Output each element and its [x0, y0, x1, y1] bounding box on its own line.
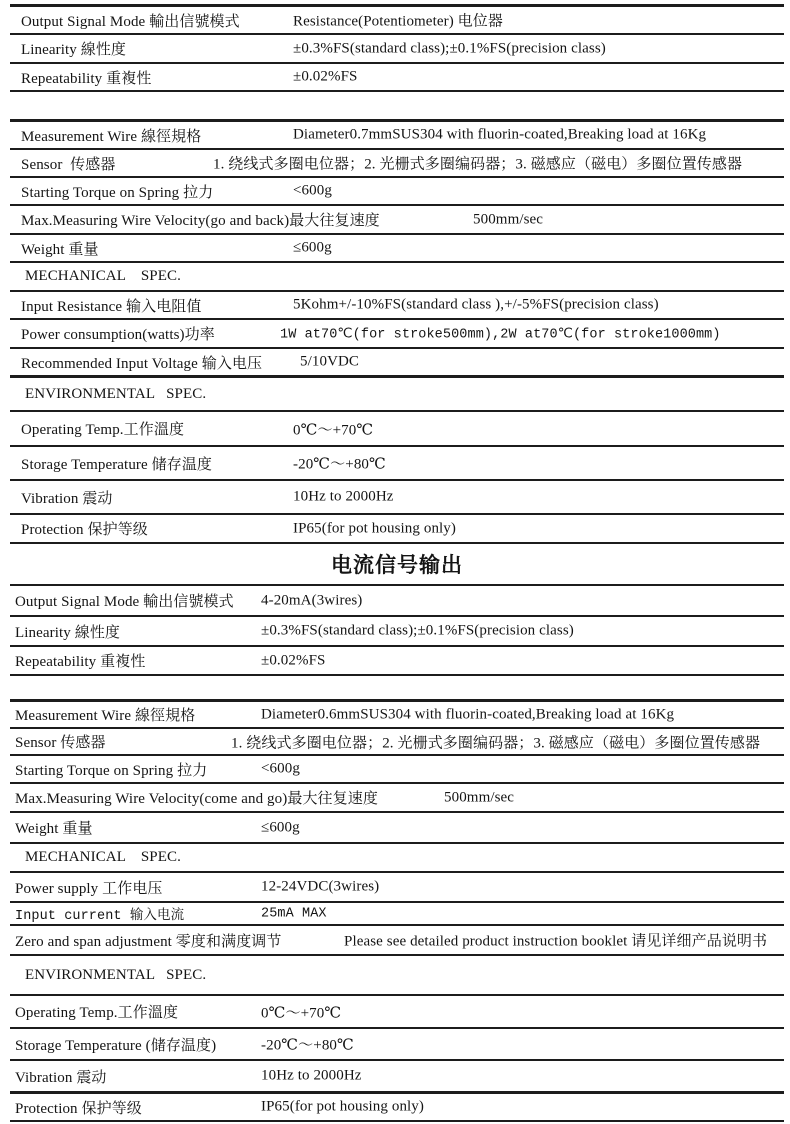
- spec-label: Vibration 震动: [21, 490, 113, 507]
- spec-value: ≤600g: [261, 819, 300, 835]
- section-title-current-output: 电流信号输出: [331, 554, 463, 577]
- spec-label: Protection 保护等级: [15, 1100, 142, 1117]
- spec-label: Power consumption(watts)功率: [21, 327, 215, 343]
- spec-value: 4-20mA(3wires): [261, 592, 363, 608]
- spec-row-operating-temp: [10, 410, 784, 445]
- spec-label: Sensor 传感器: [15, 735, 106, 751]
- spec-label: Sensor 传感器: [21, 156, 116, 173]
- spec-label: Vibration 震动: [15, 1069, 107, 1086]
- spec-row-starting-torque: [10, 754, 784, 782]
- spec-label: Linearity 線性度: [15, 624, 121, 641]
- spec-table-current: [10, 584, 784, 1122]
- spec-label: Starting Torque on Spring 拉力: [21, 184, 214, 201]
- spec-value: IP65(for pot housing only): [293, 520, 457, 536]
- spec-value: Resistance(Potentiometer) 电位器: [293, 13, 503, 30]
- spec-row-storage-temp: [10, 445, 784, 479]
- spec-row-vibration: [10, 1059, 784, 1091]
- section-header-environmental: [10, 375, 784, 410]
- spacer-row: [10, 90, 784, 119]
- spec-label: Operating Temp.工作溫度: [15, 1005, 179, 1021]
- spec-label: Operating Temp.工作溫度: [21, 422, 185, 438]
- spec-value: 12-24VDC(3wires): [261, 878, 380, 895]
- spec-label: Recommended Input Voltage 输入电压: [21, 355, 263, 372]
- spec-value: 10Hz to 2000Hz: [293, 488, 394, 505]
- spec-value: Please see detailed product instruction booklet 请见详细产品说明书: [344, 933, 768, 950]
- spec-row-recommended-voltage: [10, 347, 784, 375]
- section-header-label: MECHANICAL SPEC.: [25, 849, 181, 865]
- spec-label: Linearity 線性度: [21, 42, 127, 58]
- spec-label: Input Resistance 输入电阻值: [21, 298, 202, 315]
- spec-label: Storage Temperature (储存温度): [15, 1037, 217, 1054]
- spec-row-weight: [10, 811, 784, 842]
- spec-label: Repeatability 重複性: [21, 70, 152, 87]
- spec-value: 0℃～+70℃: [261, 1005, 342, 1021]
- section-header-label: ENVIRONMENTAL SPEC.: [25, 966, 207, 983]
- spec-value: IP65(for pot housing only): [261, 1098, 425, 1115]
- spec-value: ±0.02%FS: [293, 68, 358, 85]
- spec-row-operating-temp: [10, 994, 784, 1027]
- spec-value: -20℃～+80℃: [293, 456, 386, 473]
- spec-row-output-signal-mode: [10, 584, 784, 615]
- spec-value: 5Kohm+/-10%FS(standard class ),+/-5%FS(precision class): [293, 296, 659, 313]
- spec-value: <600g: [261, 760, 300, 777]
- spec-row-weight: [10, 233, 784, 261]
- spec-label: Weight 重量: [21, 241, 99, 258]
- spacer-row: [10, 674, 784, 699]
- spec-value: 25mA MAX: [261, 906, 327, 921]
- spec-label: Zero and span adjustment 零度和满度调节: [15, 933, 282, 950]
- section-header-label: MECHANICAL SPEC.: [25, 268, 181, 284]
- spec-row-input-resistance: [10, 290, 784, 318]
- spec-label: Starting Torque on Spring 拉力: [15, 762, 208, 779]
- spec-label: Power supply 工作电压: [15, 880, 163, 897]
- spec-label: Storage Temperature 储存温度: [21, 456, 213, 473]
- spec-value: 1W at70℃(for stroke500mm),2W at70℃(for stroke1000mm): [280, 327, 721, 342]
- spec-value: 10Hz to 2000Hz: [261, 1067, 362, 1084]
- spec-row-protection: [10, 1091, 784, 1122]
- spec-row-power-consumption: [10, 318, 784, 347]
- spec-value: -20℃～+80℃: [261, 1037, 354, 1054]
- spec-row-repeatability: [10, 62, 784, 90]
- spec-sheet: [10, 0, 784, 1122]
- spec-row-protection: [10, 513, 784, 542]
- spec-value: <600g: [293, 182, 332, 199]
- spec-row-repeatability: [10, 645, 784, 674]
- section-header-environmental: [10, 954, 784, 994]
- spec-table-potentiometer: [10, 4, 784, 542]
- spec-label: Measurement Wire 線徑規格: [15, 708, 196, 724]
- spec-row-measurement-wire: [10, 119, 784, 148]
- spec-row-vibration: [10, 479, 784, 513]
- spec-row-measurement-wire: [10, 699, 784, 727]
- spec-row-starting-torque: [10, 176, 784, 204]
- spec-row-sensor: [10, 727, 784, 754]
- spec-value: Diameter0.7mmSUS304 with fluorin-coated,Breaking load at 16Kg: [293, 126, 707, 143]
- spec-row-output-signal-mode: [10, 4, 784, 33]
- spec-value: ≤600g: [293, 239, 332, 256]
- spec-row-power-supply: [10, 871, 784, 901]
- spec-label: Weight 重量: [15, 821, 93, 837]
- spec-value: 1. 绕线式多圈电位器；2. 光栅式多圈编码器；3. 磁感应（磁电）多圈位置传感器: [231, 735, 761, 751]
- spec-label: Output Signal Mode 輸出信號模式: [21, 13, 240, 30]
- spec-row-input-current: [10, 901, 784, 924]
- spec-label: Max.Measuring Wire Velocity(go and back)最大往复速度: [21, 213, 380, 229]
- spec-label: Protection 保护等级: [21, 522, 148, 538]
- spec-row-wire-velocity: [10, 782, 784, 811]
- section-header-mechanical: [10, 842, 784, 871]
- spec-label: Max.Measuring Wire Velocity(come and go)最大往复速度: [15, 791, 378, 807]
- spec-value: 1. 绕线式多圈电位器；2. 光栅式多圈编码器；3. 磁感应（磁电）多圈位置传感器: [213, 156, 743, 173]
- spec-label: Measurement Wire 線徑規格: [21, 128, 202, 145]
- spec-row-sensor: [10, 148, 784, 176]
- spec-value: ±0.02%FS: [261, 652, 326, 668]
- spec-value: 0℃～+70℃: [293, 422, 374, 438]
- spec-value: 500mm/sec: [473, 211, 544, 227]
- spec-value: Diameter0.6mmSUS304 with fluorin-coated,Breaking load at 16Kg: [261, 706, 675, 722]
- spec-row-linearity: [10, 33, 784, 62]
- spec-value: ±0.3%FS(standard class);±0.1%FS(precision class): [293, 40, 606, 56]
- section-header-mechanical: [10, 261, 784, 290]
- section-header-label: ENVIRONMENTAL SPEC.: [25, 385, 207, 402]
- spec-value: 5/10VDC: [300, 353, 360, 370]
- spec-row-linearity: [10, 615, 784, 645]
- spec-value: ±0.3%FS(standard class);±0.1%FS(precision class): [261, 622, 574, 639]
- spec-label: Output Signal Mode 輸出信號模式: [15, 594, 234, 610]
- spec-row-zero-span: [10, 924, 784, 954]
- spec-label: Repeatability 重複性: [15, 654, 146, 670]
- section-title-block: [10, 542, 784, 584]
- spec-label: Input current 输入电流: [15, 909, 185, 924]
- spec-value: 500mm/sec: [444, 789, 515, 805]
- spec-row-storage-temp: [10, 1027, 784, 1059]
- spec-row-wire-velocity: [10, 204, 784, 233]
